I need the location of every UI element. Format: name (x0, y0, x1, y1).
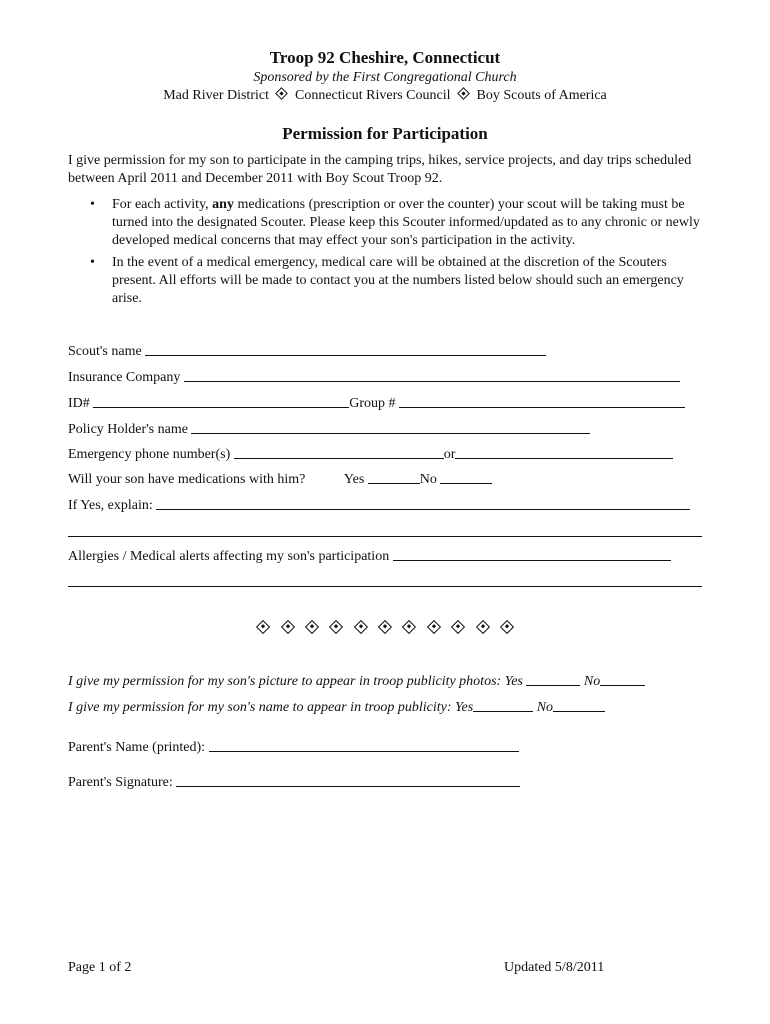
diamond-icon (457, 87, 470, 100)
scout-name-label: Scout's name (68, 344, 142, 359)
bullet-icon: • (90, 255, 95, 270)
sponsor-line: Sponsored by the First Congregational Church (253, 70, 517, 85)
diamond-icon (329, 620, 343, 634)
insurance-field[interactable] (184, 367, 680, 382)
photo-yes-label: Yes (504, 674, 523, 689)
allergies-field[interactable] (393, 546, 671, 561)
diamond-icon (402, 620, 416, 634)
group-field[interactable] (399, 393, 685, 408)
parent-signature-field[interactable] (176, 772, 520, 787)
photo-no-label: No (583, 674, 601, 689)
medications-question: Will your son have medications with him? (68, 472, 306, 487)
diamond-icon (280, 620, 294, 634)
or-label: or (443, 447, 456, 462)
allergies-field-continued[interactable] (68, 586, 702, 587)
allergies-row (68, 546, 671, 566)
diamond-icon (354, 620, 368, 634)
group-label: Group # (349, 396, 396, 411)
explain-field[interactable] (156, 495, 690, 510)
photo-yes-field[interactable] (526, 671, 580, 686)
medications-no-field[interactable] (440, 469, 492, 484)
policy-holder-row (68, 419, 590, 439)
name-yes-field[interactable] (473, 697, 533, 712)
allergies-label: Allergies / Medical alerts affecting my son's participation (68, 549, 390, 564)
medications-yes-label: Yes (343, 472, 365, 487)
list-item: • In the event of a medical emergency, medical care will be obtained at the discretion of the Scouters present. All efforts will be made to contact you at the numbers listed below should such an emergency arise. (90, 255, 684, 306)
intro-paragraph: I give permission for my son to participate in the camping trips, hikes, service projects, and day trips scheduled between April 2011 and December 2011 with Boy Scout Troop 92. (68, 153, 692, 186)
parent-name-label: Parent's Name (printed): (68, 740, 206, 755)
page-number: Page 1 of 2 (68, 960, 132, 975)
id-label: ID# (68, 396, 90, 411)
insurance-row (68, 367, 680, 387)
council-name: Connecticut Rivers Council (294, 88, 451, 103)
bullet-list (68, 196, 708, 312)
photo-permission-label: I give my permission for my son's picture to appear in troop publicity photos: (68, 674, 502, 689)
district-name: Mad River District (163, 88, 269, 103)
diamond-icon (500, 620, 514, 634)
photo-permission-row (68, 671, 645, 691)
name-permission-label: I give my permission for my son's name to appear in troop publicity: (68, 700, 452, 715)
photo-no-field[interactable] (600, 671, 645, 686)
medications-yes-field[interactable] (368, 469, 420, 484)
id-group-row (68, 393, 685, 413)
diamond-divider (0, 620, 770, 638)
medications-no-label: No (419, 472, 437, 487)
name-permission-row (68, 697, 605, 717)
form-title: Troop 92 Cheshire, Connecticut (269, 48, 501, 67)
parent-name-row (68, 737, 519, 757)
diamond-icon (276, 87, 289, 100)
diamond-icon (378, 620, 392, 634)
explain-field-continued[interactable] (68, 536, 702, 537)
scout-name-row (68, 341, 546, 361)
name-no-label: No (536, 700, 554, 715)
updated-date: Updated 5/8/2011 (504, 960, 605, 975)
emergency-phone-label: Emergency phone number(s) (68, 447, 231, 462)
explain-row (68, 495, 690, 515)
bullet-icon: • (90, 197, 95, 212)
name-no-field[interactable] (553, 697, 605, 712)
name-yes-label: Yes (455, 700, 474, 715)
emergency-phone-row (68, 444, 673, 464)
parent-signature-label: Parent's Signature: (68, 775, 173, 790)
diamond-icon (256, 620, 270, 634)
medications-row (68, 469, 492, 489)
emergency-phone-field-2[interactable] (455, 444, 673, 459)
affiliation-line (0, 88, 770, 104)
id-field[interactable] (93, 393, 349, 408)
parent-name-field[interactable] (209, 737, 519, 752)
policy-holder-label: Policy Holder's name (68, 422, 188, 437)
organization-name: Boy Scouts of America (476, 88, 607, 103)
explain-label: If Yes, explain: (68, 498, 153, 513)
diamond-icon (427, 620, 441, 634)
diamond-icon (305, 620, 319, 634)
diamond-icon (475, 620, 489, 634)
list-item: • For each activity, any medications (prescription or over the counter) your scout will be taking must be turned into the designated Scouter. Please keep this Scouter informed/updated as to any chronic or newly developed medical concerns that may effect your son's participation in the activity. (90, 197, 700, 248)
parent-signature-row (68, 772, 520, 792)
insurance-label: Insurance Company (68, 370, 181, 385)
emergency-phone-field-1[interactable] (234, 444, 444, 459)
policy-holder-field[interactable] (191, 419, 590, 434)
diamond-icon (451, 620, 465, 634)
section-title: Permission for Participation (282, 124, 488, 143)
scout-name-field[interactable] (145, 341, 546, 356)
